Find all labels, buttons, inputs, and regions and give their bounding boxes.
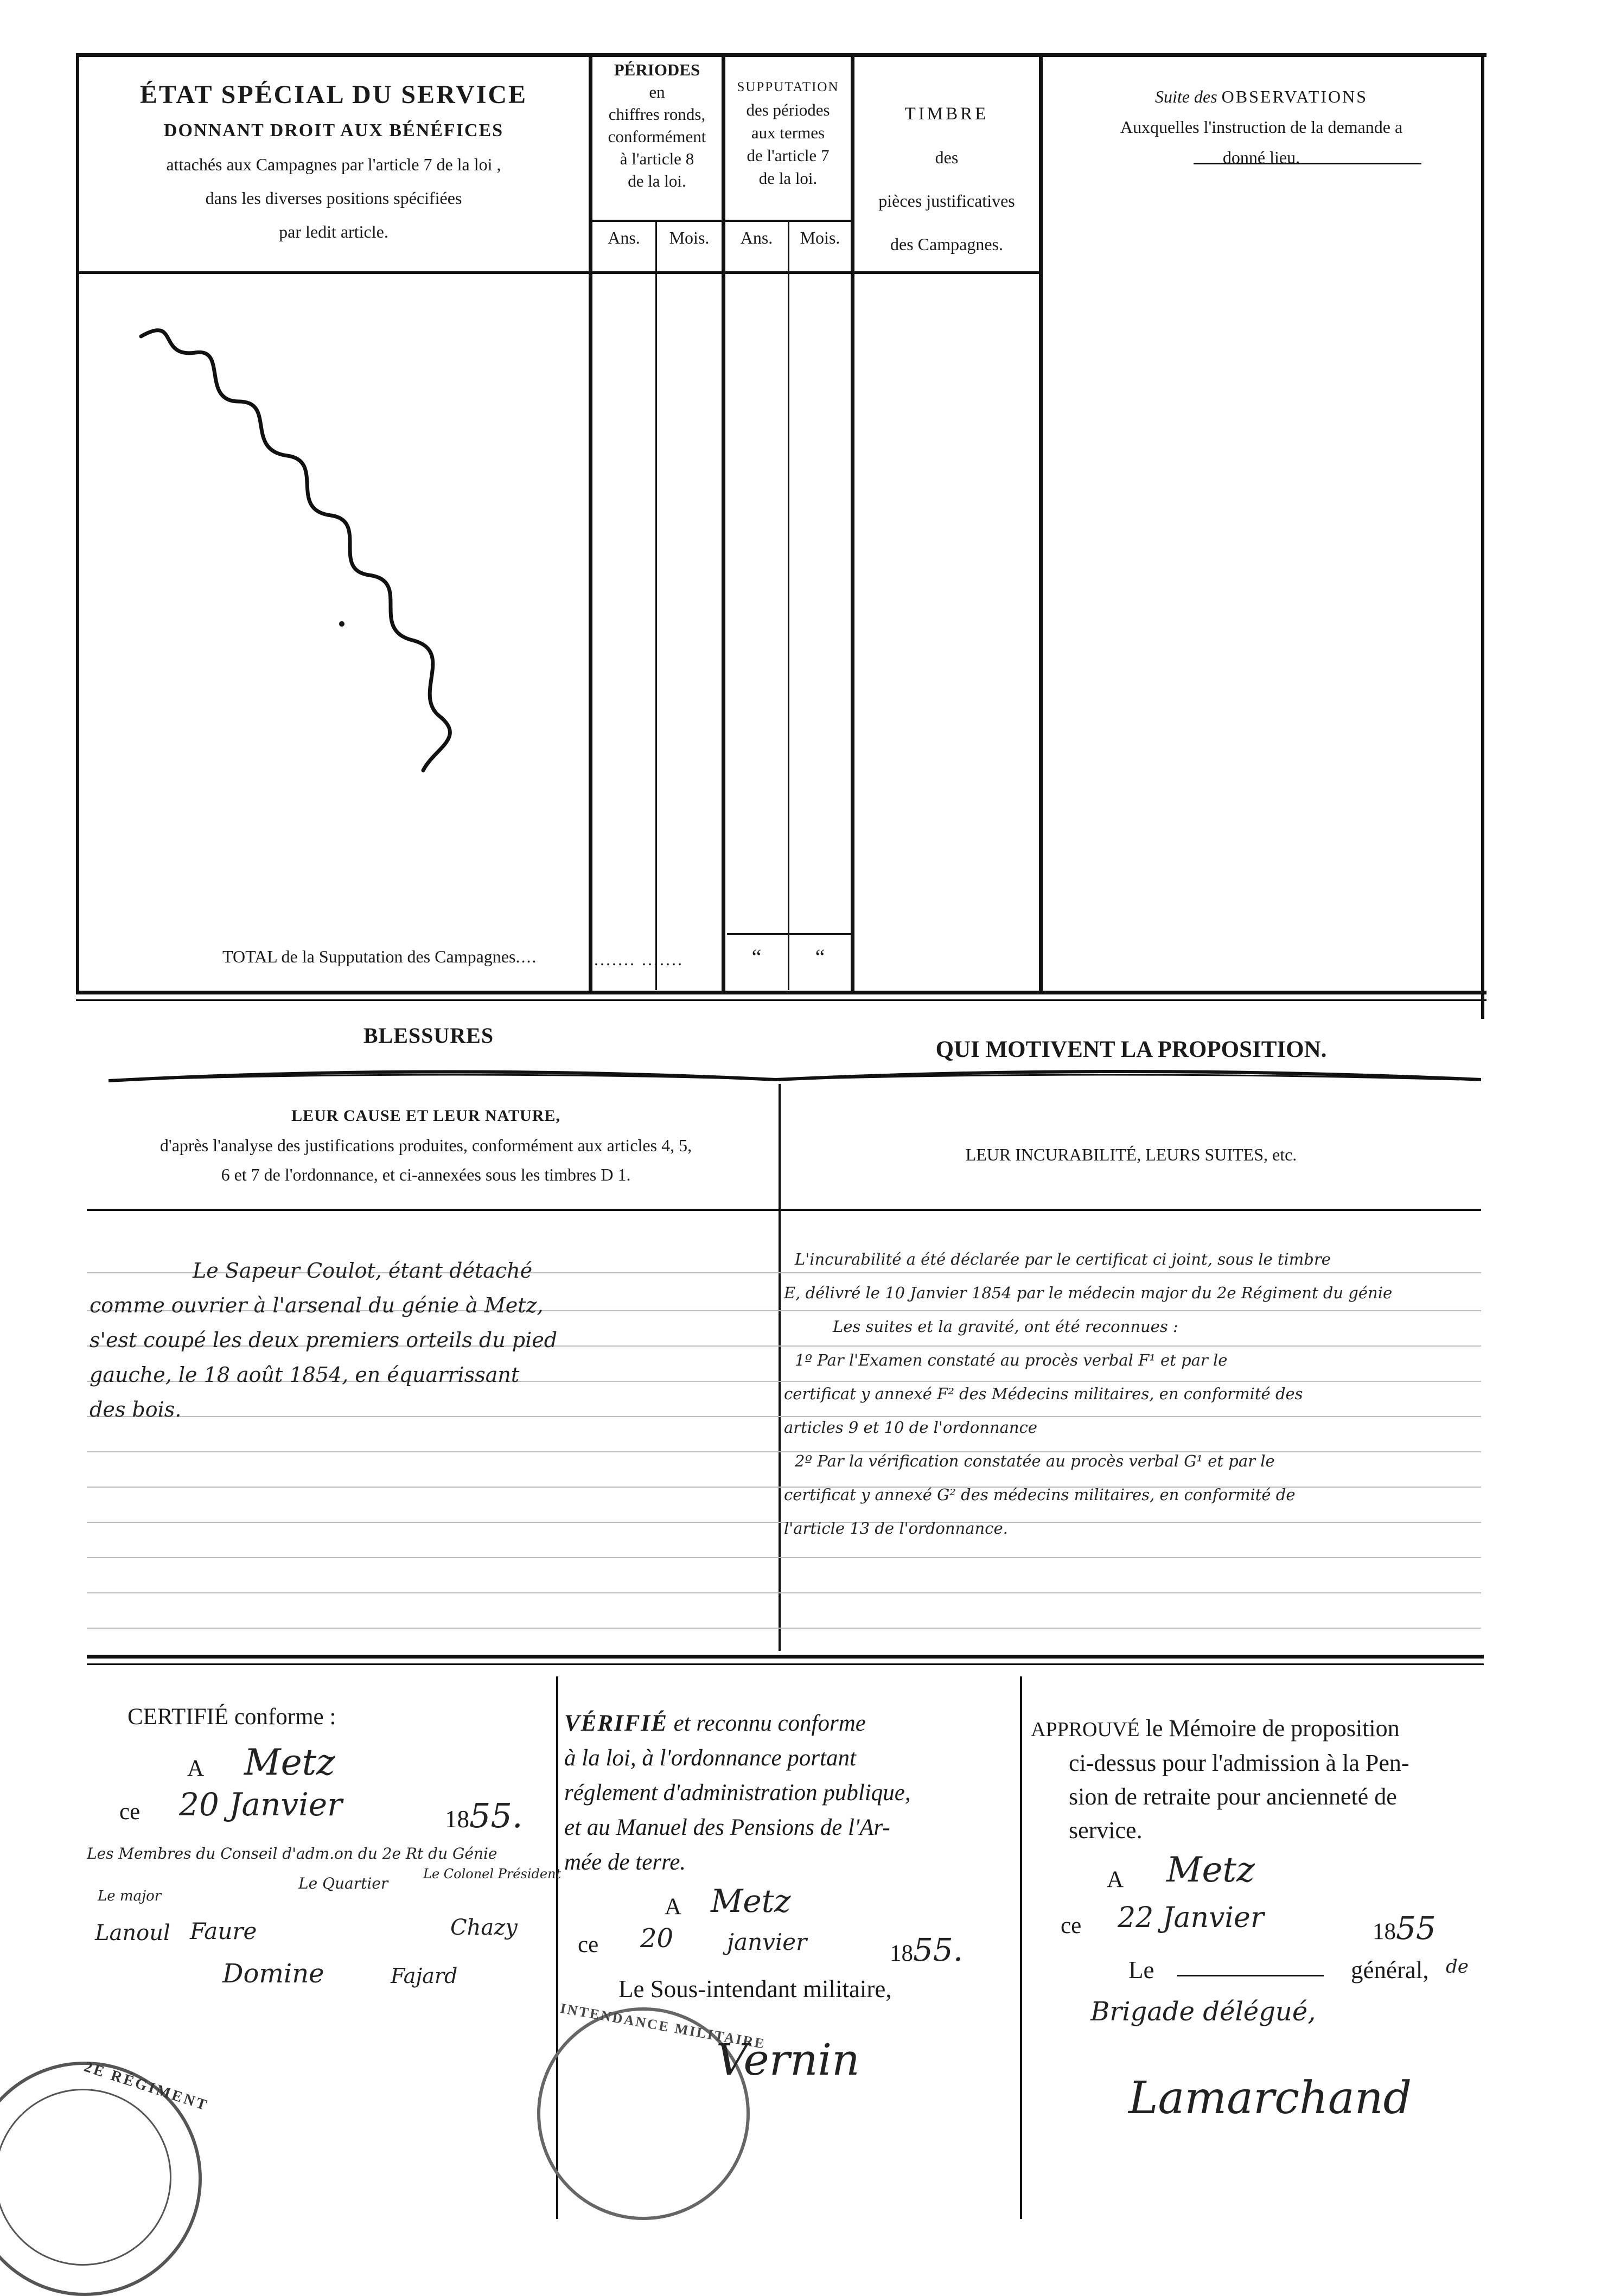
blessures-swash — [109, 1063, 1481, 1096]
observations-caps: OBSERVATIONS — [1221, 87, 1368, 106]
verif-line-3: réglement d'administration publique, — [564, 1780, 911, 1806]
ruled-line — [87, 1592, 1481, 1593]
sig-domine: Domine — [222, 1959, 324, 1989]
supputation-mois: Mois. — [800, 228, 840, 247]
observations-title — [1044, 81, 1478, 112]
regiment-stamp-inner — [0, 2089, 171, 2266]
approuve-line-1-rest: le Mémoire de proposition — [1139, 1715, 1400, 1742]
certif-a: A — [187, 1756, 205, 1781]
cause-line: Le Sapeur Coulot, étant détaché — [193, 1259, 533, 1283]
col-rule-5 — [851, 53, 854, 992]
left-border — [76, 53, 79, 992]
supputation-line-3: aux termes — [751, 123, 825, 142]
cause-heading-title: LEUR CAUSE ET LEUR NATURE, — [291, 1107, 560, 1125]
sig-fajard: Fajard — [391, 1964, 458, 1988]
service-subtitle: DONNANT DROIT AUX BÉNÉFICES — [163, 120, 504, 141]
incurabilite-line: E, délivré le 10 Janvier 1854 par le médecin major du 2e Régiment du génie — [784, 1284, 1393, 1302]
approuve-line-2: ci-dessus pour l'admission à la Pen- — [1069, 1750, 1409, 1776]
cause-line: gauche, le 18 août 1854, en équarrissant — [90, 1363, 520, 1387]
periodes-line-5: à l'article 8 — [620, 149, 694, 168]
total-rule-supputation — [727, 933, 851, 935]
certif-date: 20 Janvier — [179, 1786, 342, 1823]
verif-role: Le Sous-intendant militaire, — [618, 1975, 892, 2002]
periodes-column-header — [592, 59, 722, 192]
periodes-line-3: chiffres ronds, — [608, 105, 706, 124]
cause-heading-line-2: d'après l'analyse des justifications produites, conformément aux articles 4, 5, — [160, 1136, 692, 1155]
verif-line-5: mée de terre. — [564, 1849, 686, 1875]
certif-members: Les Membres du Conseil d'adm.on du 2e Rt du Génie — [87, 1845, 497, 1863]
col-rule-1 — [589, 53, 592, 992]
col-rule-2 — [655, 220, 657, 990]
verif-ce: ce — [578, 1932, 599, 1957]
incurabilite-handwritten — [784, 1242, 1484, 1545]
verif-city: Metz — [711, 1883, 791, 1919]
col-rule-6 — [1039, 53, 1043, 992]
approuve-de: de — [1446, 1956, 1469, 1978]
timbre-column-header — [854, 92, 1039, 266]
verif-a: A — [665, 1894, 682, 1919]
blessures-divider — [779, 1084, 781, 1651]
approuve-date: 22 Janvier — [1118, 1902, 1264, 1934]
certif-ce: ce — [119, 1799, 141, 1825]
verif-line-2: à la loi, à l'ordonnance portant — [564, 1745, 856, 1771]
incurabilite-line: articles 9 et 10 de l'ordonnance — [784, 1418, 1037, 1437]
verif-month: janvier — [727, 1929, 807, 1955]
timbre-line-2: des — [935, 148, 959, 167]
certif-year-prefix: 18 — [445, 1806, 469, 1833]
cause-heading-line-3: 6 et 7 de l'ordonnance, et ci-annexées sous les timbres D 1. — [221, 1165, 631, 1184]
header-rule-main — [76, 271, 589, 274]
incurabilite-line: 1º Par l'Examen constaté au procès verbal F¹ et par le — [795, 1351, 1228, 1369]
certif-city: Metz — [244, 1742, 335, 1783]
verif-word: VÉRIFIÉ — [564, 1711, 668, 1736]
incurabilite-line: certificat y annexé F² des Médecins militaires, en conformité des — [784, 1385, 1303, 1403]
service-line-5: par ledit article. — [279, 222, 388, 241]
supputation-line-5: de la loi. — [758, 169, 818, 188]
bottom-divider-2 — [1020, 1676, 1022, 2219]
approuve-brigade: Brigade délégué, — [1090, 1997, 1316, 2027]
approuve-line-3: sion de retraite pour ancienneté de — [1069, 1783, 1397, 1810]
supputation-line-4: de l'article 7 — [747, 146, 830, 165]
top-border — [76, 53, 1487, 57]
service-line-4: dans les diverses positions spécifiées — [205, 188, 462, 208]
blessures-title-left: BLESSURES — [363, 1023, 494, 1048]
sig-lanoul: Lanoul — [95, 1921, 170, 1946]
approuve-word: APPROUVÉ — [1031, 1718, 1140, 1741]
strike-wavy-line — [109, 304, 461, 955]
ruled-line — [87, 1557, 1481, 1558]
verif-line-1 — [564, 1706, 1020, 1741]
incurabilite-line: 2º Par la vérification constatée au procès verbal G¹ et par le — [795, 1452, 1275, 1470]
service-column-header — [81, 76, 586, 248]
periodes-line-4: conformément — [608, 127, 706, 146]
blessures-top-rule — [76, 991, 1487, 994]
approuve-city: Metz — [1166, 1850, 1255, 1890]
verif-year — [890, 1931, 963, 1968]
observations-line-2: Auxquelles l'instruction de la demande a — [1120, 117, 1403, 137]
certif-year-suffix: 55. — [469, 1796, 523, 1835]
verif-day: 20 — [640, 1923, 674, 1954]
approuve-text — [1031, 1712, 1476, 1847]
verif-year-suffix: 55. — [913, 1931, 964, 1968]
approuve-line-1 — [1031, 1712, 1476, 1746]
supputation-line-2: des périodes — [746, 100, 830, 119]
approuve-ce: ce — [1061, 1913, 1082, 1938]
cause-handwritten — [90, 1253, 773, 1427]
approuve-general: général, — [1351, 1956, 1429, 1984]
periodes-line-6: de la loi. — [628, 171, 686, 190]
timbre-title: TIMBRE — [904, 104, 989, 124]
col-rule-3 — [722, 53, 725, 992]
incurabilite-line: L'incurabilité a été déclarée par le certificat ci joint, sous le timbre — [795, 1250, 1331, 1268]
approuve-year-prefix: 18 — [1373, 1919, 1396, 1944]
approuve-year — [1373, 1910, 1436, 1947]
sig-quartier-label: Le Quartier — [298, 1874, 388, 1892]
incurabilite-line: l'article 13 de l'ordonnance. — [784, 1519, 1008, 1538]
cause-line: des bois. — [90, 1398, 182, 1421]
sig-chazy: Chazy — [450, 1915, 518, 1940]
verif-line-4: et au Manuel des Pensions de l'Ar- — [564, 1815, 890, 1840]
blessures-title-right: QUI MOTIVENT LA PROPOSITION. — [935, 1037, 1327, 1062]
supputation-ans: Ans. — [740, 228, 773, 247]
approuve-le: Le — [1128, 1956, 1154, 1984]
approuve-a: A — [1107, 1867, 1124, 1892]
cause-line: s'est coupé les deux premiers orteils du pied — [90, 1328, 558, 1352]
approuve-line-4: service. — [1069, 1817, 1143, 1844]
intendance-stamp-text: INTENDANCE MILITAIRE — [559, 2000, 767, 2052]
sig-colonel-label: Le Colonel Président — [423, 1866, 562, 1882]
bottom-section-rule-thin — [87, 1663, 1484, 1665]
header-rule-periodes — [589, 220, 854, 222]
periodes-title: PÉRIODES — [614, 60, 700, 79]
verif-line-1-rest: et reconnu conforme — [667, 1711, 866, 1736]
verif-year-prefix: 18 — [890, 1941, 913, 1966]
blessures-top-rule-thin — [76, 999, 1487, 1001]
cause-heading — [81, 1101, 770, 1189]
timbre-line-3: pièces justificatives — [878, 191, 1015, 211]
certif-year — [445, 1796, 523, 1835]
right-border — [1481, 53, 1484, 1019]
timbre-line-4: des Campagnes. — [890, 234, 1003, 254]
verif-text — [564, 1706, 1020, 1880]
blessures-header-rule — [87, 1209, 1481, 1211]
certif-title: CERTIFIÉ conforme : — [127, 1704, 336, 1730]
approuve-signature: Lamarchand — [1128, 2072, 1412, 2124]
incurabilite-heading: LEUR INCURABILITÉ, LEURS SUITES, etc. — [965, 1145, 1297, 1164]
observations-prefix: Suite des — [1155, 87, 1217, 106]
ruled-line — [87, 1628, 1481, 1629]
incurabilite-line: certificat y annexé G² des médecins militaires, en conformité de — [784, 1485, 1296, 1504]
periodes-mois: Mois. — [669, 228, 710, 247]
header-rule-cols — [589, 271, 1042, 274]
total-dots-periodes: ....... ....... — [594, 949, 684, 969]
total-ans: “ — [751, 945, 762, 969]
regiment-stamp-text: 2E RÉGIMENT — [82, 2058, 211, 2115]
incurabilite-line: Les suites et la gravité, ont été reconnues : — [833, 1317, 1178, 1336]
sig-faure: Faure — [190, 1918, 257, 1944]
service-line-3: attachés aux Campagnes par l'article 7 de la loi , — [166, 155, 501, 174]
supputation-title: SUPPUTATION — [737, 80, 839, 94]
col-rule-4 — [788, 220, 789, 990]
total-label-text: TOTAL de la Supputation des Campagnes — [222, 947, 516, 966]
supputation-column-header — [725, 76, 851, 190]
cause-line: comme ouvrier à l'arsenal du génie à Metz, — [90, 1293, 544, 1317]
service-title: ÉTAT SPÉCIAL DU SERVICE — [139, 80, 528, 109]
periodes-ans: Ans. — [608, 228, 640, 247]
verif-signature: Vernin — [716, 2034, 860, 2085]
approuve-year-suffix: 55 — [1396, 1910, 1436, 1947]
periodes-line-2: en — [649, 82, 665, 101]
observations-line-3: donné lieu. — [1222, 148, 1300, 167]
total-mois: “ — [815, 945, 825, 969]
observations-column-header — [1044, 81, 1478, 173]
approuve-blank-line — [1177, 1975, 1324, 1976]
bottom-section-rule — [87, 1655, 1484, 1659]
total-label: TOTAL de la Supputation des Campagnes.... — [222, 947, 538, 966]
sig-major-label: Le major — [98, 1888, 162, 1904]
